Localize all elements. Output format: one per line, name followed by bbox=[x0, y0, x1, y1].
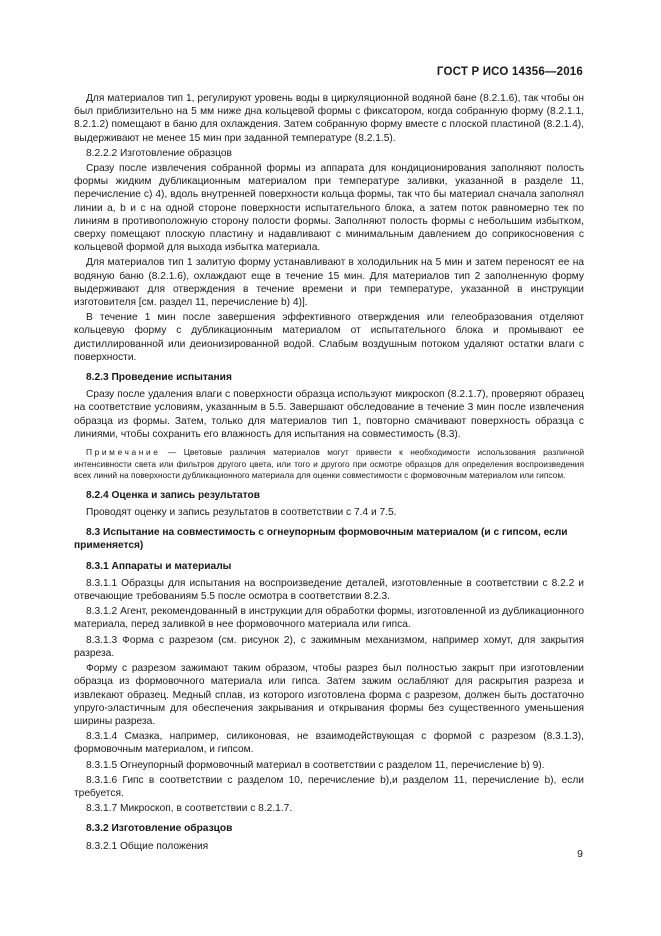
standard-header: ГОСТ Р ИСО 14356—2016 bbox=[436, 66, 583, 78]
paragraph: Проводят оценку и запись результатов в соответствии с 7.4 и 7.5. bbox=[86, 507, 397, 519]
subsection-title: 8.2.2.2 Изготовление образцов bbox=[86, 147, 232, 159]
document-body bbox=[74, 92, 584, 855]
paragraph: Для материалов тип 1 залитую форму устанавливают в холодильник на 5 мин и затем переносят ее на водяную баню (8.2.1.6), охлаждают еще в течение 15 мин. Для материалов тип 2 заполненную форму выдерживают для отверждения в течение времени и при температуре, указанной в инструкции изготовителя [см. раздел 11, перечисление b) 4)]. bbox=[74, 257, 584, 309]
note bbox=[74, 447, 584, 482]
note-label: Примечание bbox=[86, 447, 161, 458]
paragraph: 8.3.1.3 Форма с разрезом (см. рисунок 2), с зажимным механизмом, например хомут, для закрытия разреза. bbox=[74, 634, 584, 659]
paragraph: Форму с разрезом зажимают таким образом, чтобы разрез был полностью закрыт при изготовлении образца из формовочного материала или гипса. Затем зажим ослабляют для раскрытия разреза и извлекают образец. Медный сплав, из которого изготовлена форма с разрезом, должен быть достаточно упруго-эластичным для обеспечения закрывания и открывания формы без существенного уменьшения ширины разреза. bbox=[74, 663, 584, 727]
paragraph: В течение 1 мин после завершения эффективного отверждения или гелеобразования отделяют кольцевую форму с дубликационным материалом от испытательного блока и промывают ее дистиллированной или деионизированной водой. Слабым воздушным потоком удаляют остатки влаги с поверхности. bbox=[74, 312, 584, 363]
section-heading: 8.3 Испытание на совместимость с огнеупорным формовочным материалом (и с гипсом, если применяется) bbox=[74, 527, 568, 552]
paragraph: 8.3.1.4 Смазка, например, силиконовая, не взаимодействующая с формой с разрезом (8.3.1.3), формовочным материалом, и гипсом. bbox=[74, 731, 584, 756]
paragraph: 8.3.1.7 Микроскоп, в соответствии с 8.2.1.7. bbox=[86, 803, 293, 815]
paragraph: Сразу после извлечения собранной формы из аппарата для кондиционирования заполняют полость формы жидким дубликационным материалом при температуре заливки, указанной в разделе 11, перечисление с) 4), вдоль внутренней поверхности кольца формы, так что бы материал сначала заполнял линии a, b и c на одной стороне поверхности испытательного блока, а затем поток равномерно тек по линиям в противоположную сторону полости формы. Заполняют полость формы с небольшим избытком, сверху помещают плоскую пластину и надавливают с минимальным давлением до соприкосновения с кольцевой формой для выхода избытка материала. bbox=[74, 163, 584, 254]
section-heading: 8.3.2 Изготовление образцов bbox=[86, 823, 233, 835]
section-heading: 8.2.4 Оценка и запись результатов bbox=[86, 489, 261, 501]
section-heading: 8.3.1 Аппараты и материалы bbox=[86, 560, 232, 572]
paragraph: 8.3.1.2 Агент, рекомендованный в инструкции для обработки формы, изготовленной из дубликационного материала, перед заливкой в нее формовочного материала или гипса. bbox=[74, 606, 584, 631]
page-number: 9 bbox=[577, 848, 583, 860]
note-text: — Цветовые различия материалов могут привести к необходимости использования различной интенсивности света или фильтров другого цвета, или того и другого при осмотре образцов для определения воспроизведения всех линий на поверхности дубликационного материала для оценки совместимости с формовочным материалом или гипсом. bbox=[74, 447, 585, 481]
section-heading: 8.2.3 Проведение испытания bbox=[86, 372, 232, 384]
paragraph: Сразу после удаления влаги с поверхности образца используют микроскоп (8.2.1.7), проверяют образец на соответствие условиям, указанным в 5.5. Завершают обследование в течение 3 мин после извлечения образца из формы. Затем, только для материалов тип 1, повторно смачивают поверхность образца с линиями, чтобы сохранить его влажность для испытания на совместимость (8.3). bbox=[74, 389, 584, 440]
paragraph: 8.3.1.5 Огнеупорный формовочный материал в соответствии с разделом 11, перечисление b) 9). bbox=[86, 759, 545, 771]
paragraph: 8.3.1.1 Образцы для испытания на воспроизведение деталей, изготовленные в соответствии с 8.2.2 и отвечающие требованиям 5.5 после осмотра в соответствии 8.2.3. bbox=[74, 577, 584, 603]
paragraph: 8.3.1.6 Гипс в соответствии с разделом 10, перечисление b),и разделом 11, перечисление b), если требуется. bbox=[74, 774, 584, 799]
paragraph: Для материалов тип 1, регулируют уровень воды в циркуляционной водяной бане (8.2.1.6), так чтобы он был приблизительно на 5 мм ниже дна кольцевой формы с фиксатором, когда собранную форму (8.2.1.1, 8.2.1.2) помещают в баню для охлаждения. Затем собранную форму вместе с плоской пластиной (8.2.1.4), выдерживают не менее 15 мин при заданной температуре (8.2.1.5). bbox=[74, 93, 584, 144]
subsection-title: 8.3.2.1 Общие положения bbox=[86, 840, 209, 852]
